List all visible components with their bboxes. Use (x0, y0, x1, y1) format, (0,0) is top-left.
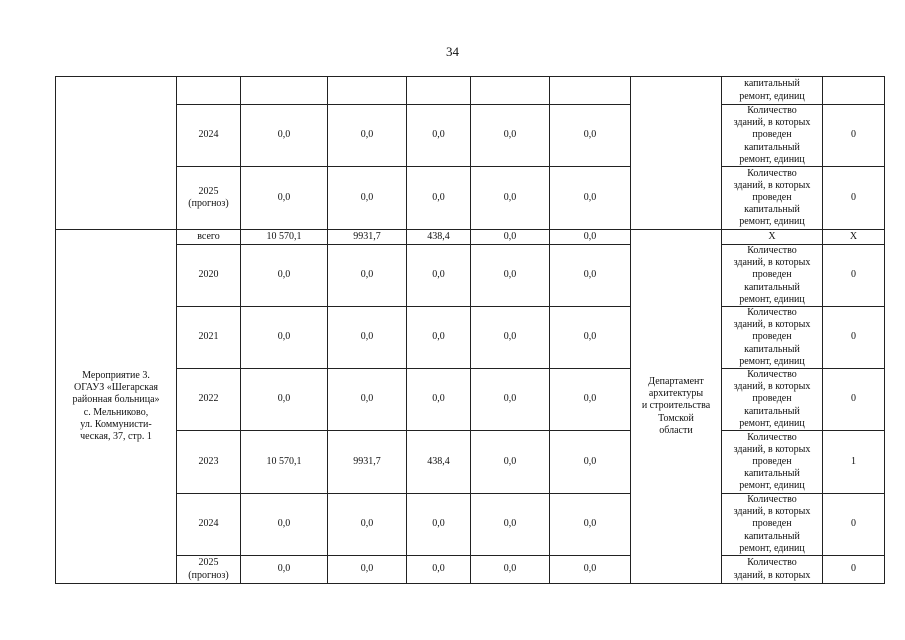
local-budget-cell: 0,0 (471, 369, 550, 431)
federal-budget-cell: 9931,7 (328, 431, 407, 494)
indicator-cell (722, 431, 823, 494)
event-description-line: с. Мельниково, (83, 406, 149, 418)
empty-cell (177, 77, 241, 105)
total-cell: 0,0 (241, 494, 328, 556)
local-budget-cell: 0,0 (471, 245, 550, 307)
other-funds-cell: 0,0 (550, 431, 631, 494)
indicator-value-cell: 0 (823, 369, 885, 431)
table-row (56, 105, 885, 167)
regional-budget-cell: 0,0 (407, 556, 471, 584)
year-label: 2024 (198, 129, 219, 141)
event-description-line: ул. Коммунисти- (80, 418, 152, 430)
indicator-line: ремонт, единиц (739, 417, 805, 429)
year-cell (177, 369, 241, 431)
year-note: (прогноз) (188, 198, 229, 210)
table-row (56, 556, 885, 584)
indicator-line: капитальный (744, 405, 800, 417)
year-cell (177, 494, 241, 556)
indicator-line: Количество (747, 167, 797, 179)
total-cell: 0,0 (241, 369, 328, 431)
indicator-line: капитальный (744, 530, 800, 542)
other-funds-cell: 0,0 (550, 245, 631, 307)
indicator-line: зданий, в которых (733, 381, 811, 393)
indicator-cell (722, 77, 823, 105)
total-cell: 0,0 (241, 167, 328, 230)
total-cell: 0,0 (241, 307, 328, 369)
table-row (56, 245, 885, 307)
table-row (56, 307, 885, 369)
indicator-value-cell: 0 (823, 105, 885, 167)
year-label: 2020 (198, 269, 219, 281)
indicator-cell (722, 494, 823, 556)
regional-budget-cell: 438,4 (407, 431, 471, 494)
local-budget-cell: 0,0 (471, 494, 550, 556)
indicator-line: проведен (752, 518, 792, 530)
indicator-line: Количество (747, 494, 797, 506)
other-funds-cell: 0,0 (550, 494, 631, 556)
regional-budget-cell: 0,0 (407, 105, 471, 167)
regional-budget-cell: 0,0 (407, 369, 471, 431)
indicator-cell (722, 307, 823, 369)
empty-cell (407, 77, 471, 105)
table-row (56, 230, 885, 245)
federal-budget-cell: 0,0 (328, 556, 407, 584)
event-description-line: районная больница» (72, 394, 160, 406)
indicator-line: проведен (752, 191, 792, 203)
indicator-line: капитальный (744, 281, 800, 293)
year-label: 2023 (198, 455, 219, 467)
indicator-line: проведен (752, 129, 792, 141)
federal-budget-cell: 0,0 (328, 245, 407, 307)
indicator-cell: X (722, 230, 823, 245)
indicator-line: капитальный (744, 141, 800, 153)
year-label: 2022 (198, 393, 219, 405)
empty-cell (550, 77, 631, 105)
indicator-line: Количество (747, 431, 797, 443)
table-row (56, 494, 885, 556)
other-funds-cell: 0,0 (550, 167, 631, 230)
indicator-cell (722, 105, 823, 167)
local-budget-cell: 0,0 (471, 230, 550, 245)
indicator-line: зданий, в которых (733, 569, 811, 581)
indicator-line: ремонт, единиц (739, 355, 805, 367)
other-funds-cell: 0,0 (550, 369, 631, 431)
indicator-value-cell (823, 77, 885, 105)
federal-budget-cell: 0,0 (328, 167, 407, 230)
total-cell: 0,0 (241, 245, 328, 307)
indicator-cell (722, 556, 823, 584)
event-description-line: ческая, 37, стр. 1 (80, 430, 152, 442)
total-cell: 10 570,1 (241, 431, 328, 494)
other-funds-cell: 0,0 (550, 105, 631, 167)
indicator-value-cell: 0 (823, 556, 885, 584)
empty-cell (471, 77, 550, 105)
federal-budget-cell: 0,0 (328, 494, 407, 556)
indicator-line: ремонт, единиц (739, 542, 805, 554)
budget-table (55, 76, 885, 584)
indicator-line: проведен (752, 331, 792, 343)
table-row (56, 77, 885, 105)
indicator-line: Количество (747, 369, 797, 381)
federal-budget-cell: 0,0 (328, 307, 407, 369)
total-cell: 10 570,1 (241, 230, 328, 245)
indicator-line: капитальный (744, 78, 800, 90)
local-budget-cell: 0,0 (471, 556, 550, 584)
indicator-value-cell: 0 (823, 494, 885, 556)
table-row (56, 431, 885, 494)
event-description-cell (56, 230, 177, 584)
regional-budget-cell: 0,0 (407, 307, 471, 369)
indicator-value-cell: 0 (823, 307, 885, 369)
other-funds-cell: 0,0 (550, 556, 631, 584)
table-row (56, 167, 885, 230)
federal-budget-cell: 0,0 (328, 369, 407, 431)
indicator-line: ремонт, единиц (739, 293, 805, 305)
indicator-line: Количество (747, 105, 797, 116)
executor-line: и строительства (641, 400, 711, 412)
regional-budget-cell: 0,0 (407, 167, 471, 230)
year-cell (177, 245, 241, 307)
local-budget-cell: 0,0 (471, 105, 550, 167)
indicator-line: капитальный (744, 468, 800, 480)
indicator-line: Количество (747, 245, 797, 257)
executor-line: Департамент (648, 376, 704, 388)
local-budget-cell: 0,0 (471, 307, 550, 369)
table-row (56, 369, 885, 431)
indicator-line: капитальный (744, 204, 800, 216)
indicator-line: зданий, в которых (733, 506, 811, 518)
executor-cell (631, 77, 722, 230)
year-cell (177, 431, 241, 494)
executor-line: архитектуры (648, 388, 704, 400)
indicator-line: зданий, в которых (733, 117, 811, 129)
other-funds-cell: 0,0 (550, 307, 631, 369)
indicator-value-cell: 1 (823, 431, 885, 494)
indicator-cell (722, 369, 823, 431)
description-cell (56, 77, 177, 230)
indicator-line: Количество (747, 557, 797, 569)
year-label: 2025 (198, 557, 219, 569)
year-label: 2024 (198, 518, 219, 530)
indicator-cell (722, 167, 823, 230)
indicator-line: проведен (752, 393, 792, 405)
executor-line: области (659, 424, 693, 436)
federal-budget-cell: 0,0 (328, 105, 407, 167)
empty-cell (241, 77, 328, 105)
indicator-line: Количество (747, 307, 797, 319)
indicator-value-cell: 0 (823, 167, 885, 230)
other-funds-cell: 0,0 (550, 230, 631, 245)
executor-line: Томской (658, 412, 694, 424)
page-number: 34 (446, 44, 459, 59)
indicator-line: зданий, в которых (733, 257, 811, 269)
indicator-line: ремонт, единиц (739, 153, 805, 165)
indicator-line: зданий, в которых (733, 443, 811, 455)
indicator-line: ремонт, единиц (739, 90, 805, 102)
empty-cell (328, 77, 407, 105)
year-label: 2025 (198, 185, 219, 197)
local-budget-cell: 0,0 (471, 167, 550, 230)
indicator-line: ремонт, единиц (739, 480, 805, 492)
year-cell (177, 105, 241, 167)
year-cell (177, 556, 241, 584)
total-cell: 0,0 (241, 556, 328, 584)
regional-budget-cell: 438,4 (407, 230, 471, 245)
total-cell: 0,0 (241, 105, 328, 167)
regional-budget-cell: 0,0 (407, 494, 471, 556)
year-cell (177, 167, 241, 230)
regional-budget-cell: 0,0 (407, 245, 471, 307)
indicator-line: проведен (752, 269, 792, 281)
event-description-line: Мероприятие 3. (82, 369, 150, 381)
year-note: (прогноз) (188, 569, 229, 581)
year-cell: всего (177, 230, 241, 245)
indicator-line: капитальный (744, 343, 800, 355)
federal-budget-cell: 9931,7 (328, 230, 407, 245)
indicator-value-cell: X (823, 230, 885, 245)
indicator-line: зданий, в которых (733, 319, 811, 331)
year-cell (177, 307, 241, 369)
event-description-line: ОГАУЗ «Шегарская (74, 382, 158, 394)
executor-cell (631, 230, 722, 584)
indicator-line: ремонт, единиц (739, 216, 805, 228)
indicator-line: зданий, в которых (733, 179, 811, 191)
indicator-line: проведен (752, 455, 792, 467)
local-budget-cell: 0,0 (471, 431, 550, 494)
indicator-cell (722, 245, 823, 307)
indicator-value-cell: 0 (823, 245, 885, 307)
year-label: 2021 (198, 331, 219, 343)
